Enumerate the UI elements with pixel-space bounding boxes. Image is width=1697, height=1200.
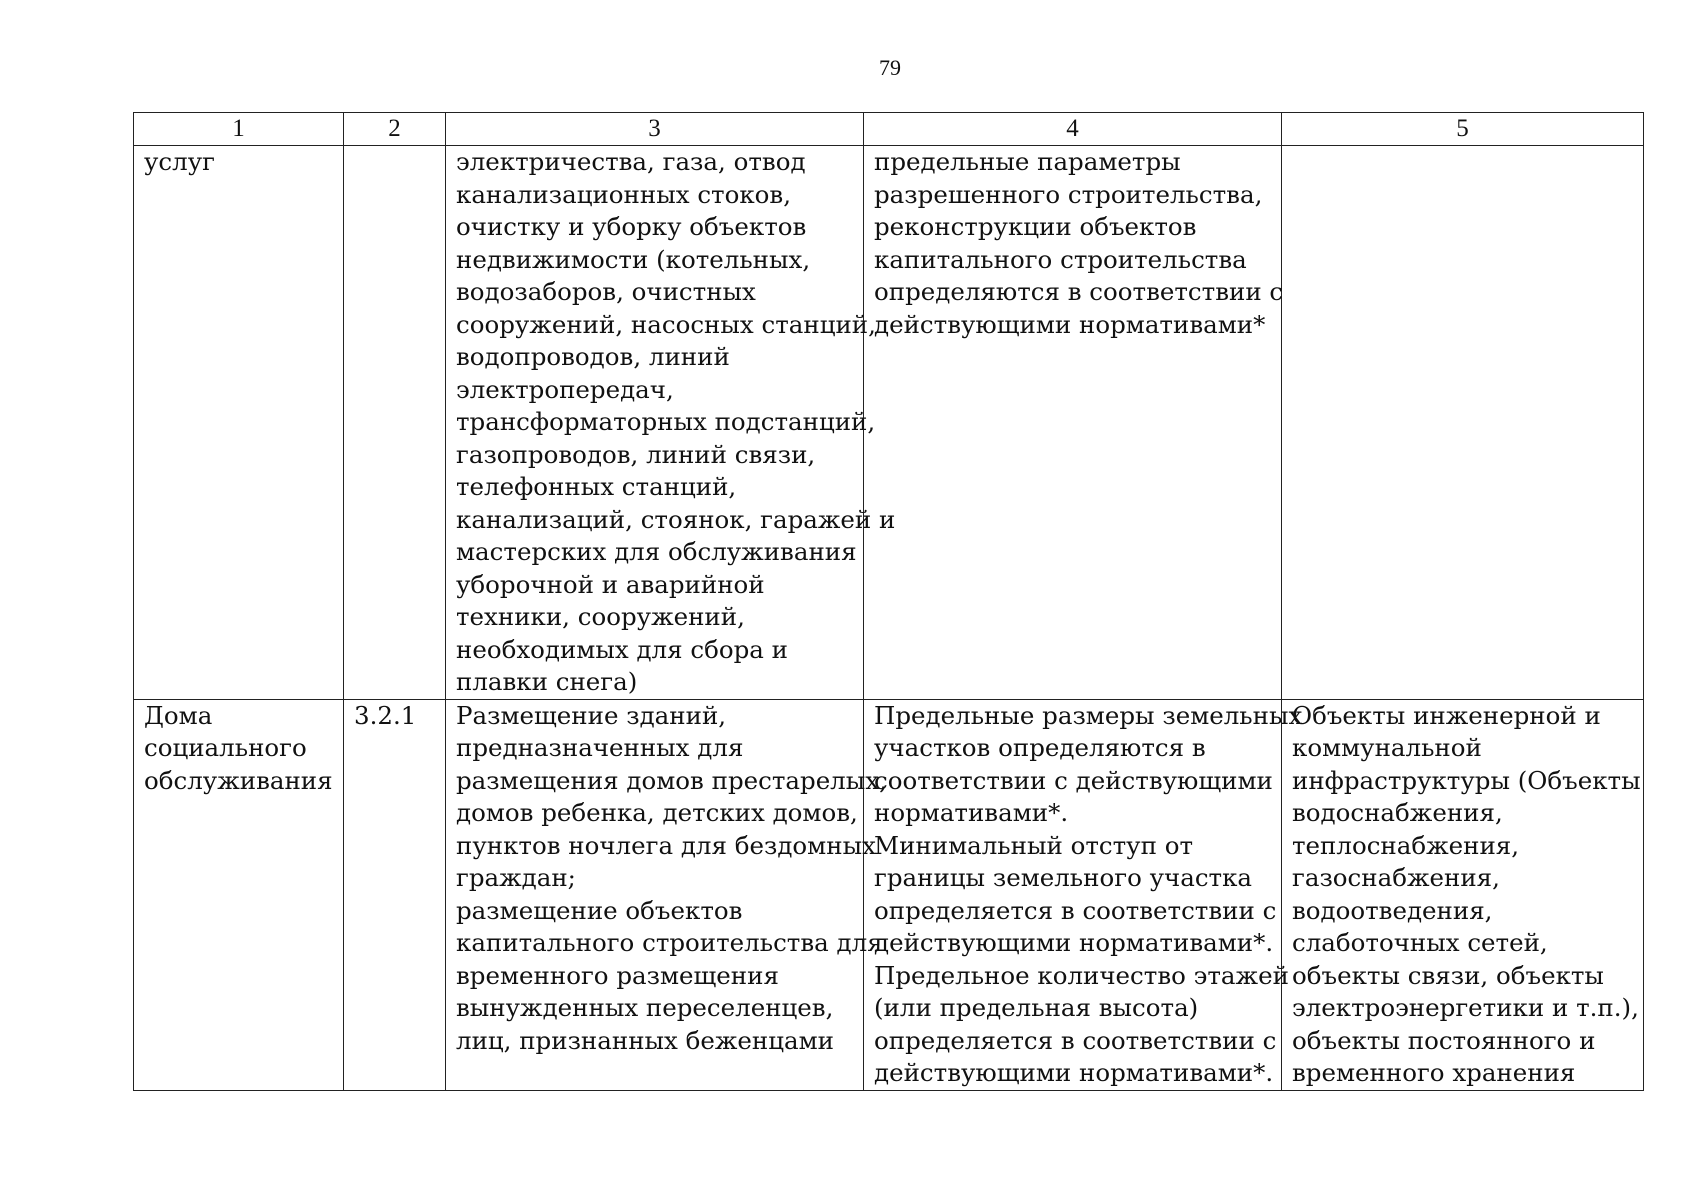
cell-text-line: Дома [144,700,213,730]
cell-text-line: Объекты инженерной и [1292,700,1601,730]
cell-text-line: электричества, газа, отвод [456,147,806,176]
column-header: 5 [1282,113,1644,146]
cell-text-line: нормативами*. [874,798,1069,827]
cell-text-line: газоснабжения, [1292,863,1500,892]
cell-text-line: услуг [144,147,215,176]
cell-text-line: теплоснабжения, [1292,830,1520,860]
cell-text-line: сооружений, насосных станций, [456,309,876,339]
table-cell [864,146,1282,700]
table-cell [864,699,1303,1090]
cell-text-line: предназначенных для [456,733,744,762]
cell-text-line: 3.2.1 [354,700,417,730]
table-cell [344,146,446,700]
cell-text-line: водоснабжения, [1292,798,1503,827]
cell-text-line: инфраструктуры (Объекты [1292,765,1641,795]
cell-text-line: участков определяются в [874,733,1206,762]
cell-text-line: электроэнергетики и т.п.), [1292,993,1639,1022]
cell-text-line: плавки снега) [456,667,638,696]
table-cell [446,146,896,700]
cell-text-line: Предельное количество этажей [874,960,1289,990]
column-header: 2 [344,113,446,146]
cell-text-line: границы земельного участка [874,863,1253,892]
cell-text-line: граждан; [456,863,576,892]
cell-text-line: очистку и уборку объектов [456,212,807,241]
cell-text-line: действующими нормативами* [874,309,1266,339]
cell-text-line: размещения домов престарелых, [456,765,887,795]
table-cell [446,699,887,1090]
cell-text-line: трансформаторных подстанций, [456,407,876,436]
cell-text-line: канализаций, стоянок, гаражей и [456,504,896,534]
table-header-row [134,113,1644,146]
cell-text-line: социального [144,733,307,762]
table-cell [1282,146,1644,700]
table-cell [134,146,344,700]
cell-text-line: объекты постоянного и [1292,1025,1596,1055]
cell-text-line: газопроводов, линий связи, [456,439,816,469]
cell-text-line: уборочной и аварийной [456,569,765,599]
cell-text-line: лиц, признанных беженцами [456,1025,834,1055]
cell-text-line: предельные параметры [874,147,1181,176]
cell-text-line: техники, сооружений, [456,602,745,631]
cell-text-line: реконструкции объектов [874,212,1197,241]
cell-text-line: пунктов ночлега для бездомных [456,830,876,860]
cell-text-line: необходимых для сбора и [456,634,788,664]
table-row [134,699,1644,1090]
regulations-table [133,112,1644,1091]
cell-text-line: капитального строительства [874,244,1247,274]
cell-text-line: вынужденных переселенцев, [456,993,834,1022]
cell-text-line: определяется в соответствии с [874,1025,1277,1055]
cell-text-line: телефонных станций, [456,472,737,501]
cell-text-line: временного хранения [1292,1058,1576,1087]
cell-text-line: капитального строительства для [456,928,883,957]
cell-text-line: объекты связи, объекты [1292,960,1604,990]
cell-text-line: (или предельная высота) [874,993,1199,1022]
cell-text-line: Предельные размеры земельных [874,700,1303,730]
cell-text-line: водопроводов, линий [456,342,730,371]
cell-text-line: домов ребенка, детских домов, [456,798,858,827]
cell-text-line: соответствии с действующими [874,765,1273,795]
table-row [134,146,1644,700]
column-header: 3 [446,113,864,146]
table-cell [134,699,344,1090]
cell-text-line: разрешенного строительства, [874,179,1263,209]
table-cell [344,699,446,1090]
cell-text-line: обслуживания [144,765,333,795]
cell-text-line: Минимальный отступ от [874,830,1194,860]
cell-text-line: мастерских для обслуживания [456,537,857,566]
cell-text-line: размещение объектов [456,895,743,925]
table-cell [1282,699,1644,1090]
cell-text-line: канализационных стоков, [456,179,791,209]
cell-text-line: недвижимости (котельных, [456,244,811,274]
column-header: 1 [134,113,344,146]
cell-text-line: водозаборов, очистных [456,277,756,306]
cell-text-line: действующими нормативами*. [874,928,1274,957]
cell-text-line: Размещение зданий, [456,700,727,730]
cell-text-line: действующими нормативами*. [874,1058,1274,1087]
cell-text-line: коммунальной [1292,733,1482,762]
cell-text-line: электропередач, [456,374,674,404]
cell-text-line: слаботочных сетей, [1292,928,1548,957]
cell-text-line: определяются в соответствии с [874,277,1284,306]
page-number: 79 [879,55,901,80]
cell-text-line: определяется в соответствии с [874,895,1277,925]
cell-text-line: временного размещения [456,960,779,990]
column-header: 4 [864,113,1282,146]
cell-text-line: водоотведения, [1292,895,1493,925]
